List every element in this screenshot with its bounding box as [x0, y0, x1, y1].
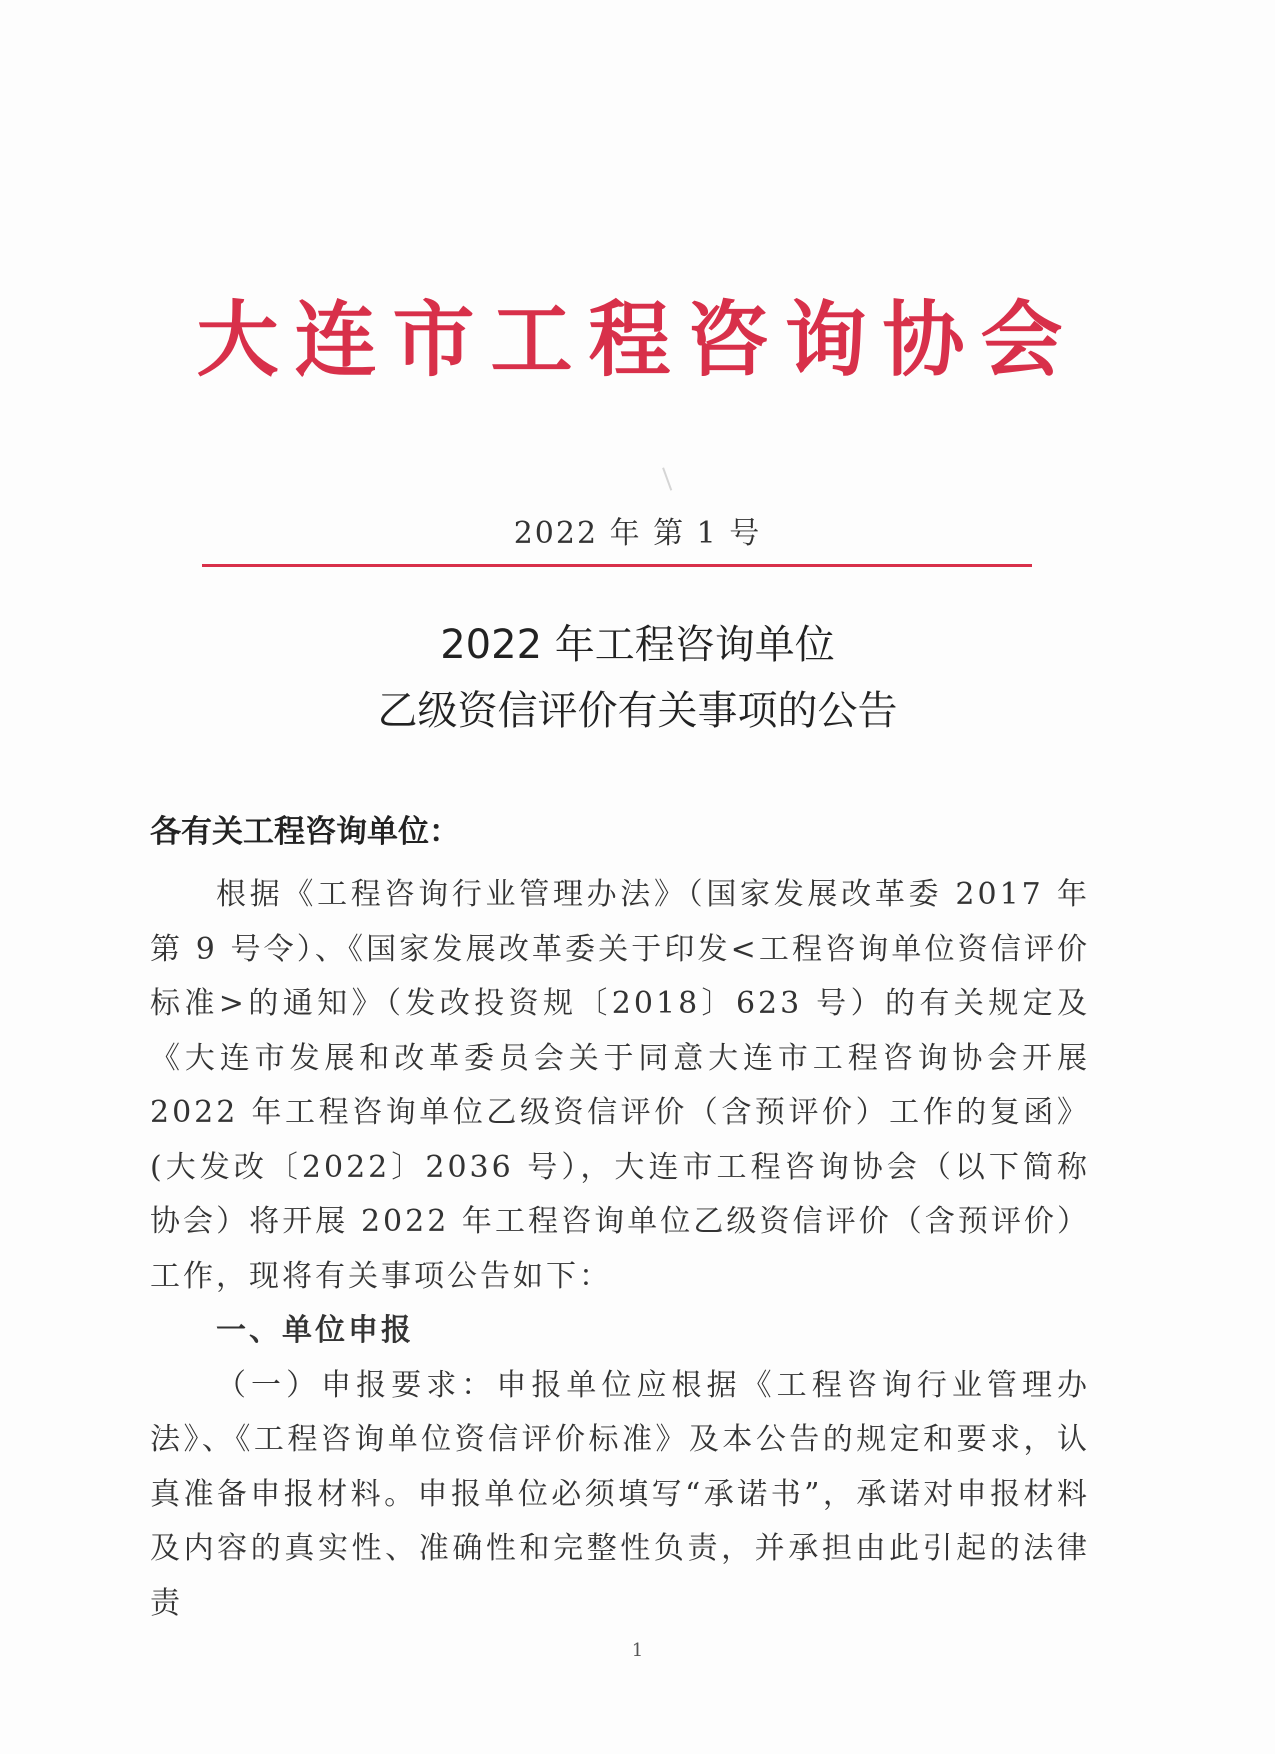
body-paragraph-1: 根据《工程咨询行业管理办法》（国家发展改革委 2017 年第 9 号令）、《国家发展改革委关于印发<工程咨询单位资信评价标准>的通知》（发改投资规〔2018〕623 号）的有关规定及《大连市发展和改革委员会关于同意大连市工程咨询协会开展 2022 年工程咨询单位乙级资信评价（含预评价）工作的复函》(大发改〔2022〕2036 号），大连市工程咨询协会（以下简称协会）将开展 2022 年工程咨询单位乙级资信评价（含预评价）工作，现将有关事项公告如下： [150, 877, 1090, 1294]
body-paragraph-2: （一）申报要求：申报单位应根据《工程咨询行业管理办法》、《工程咨询单位资信评价标准》及本公告的规定和要求，认真准备申报材料。申报单位必须填写“承诺书”，承诺对申报材料及内容的真实性、准确性和完整性负责，并承担由此引起的法律责 [150, 1367, 1090, 1621]
red-divider-line [202, 564, 1032, 567]
section-heading-1: 一、单位申报 [216, 1313, 414, 1348]
document-body [150, 868, 1090, 1631]
document-number: 2022 年 第 1 号 [513, 516, 762, 551]
title-line-1: 2022 年工程咨询单位 [440, 622, 835, 668]
salutation: 各有关工程咨询单位： [150, 814, 460, 850]
scan-artifact [662, 465, 678, 490]
document-title [0, 612, 1275, 744]
title-line-2: 乙级资信评价有关事项的公告 [377, 688, 898, 734]
issuing-organization-header: 大连市工程咨询协会 [196, 293, 1079, 388]
page-number: 1 [631, 1640, 644, 1661]
